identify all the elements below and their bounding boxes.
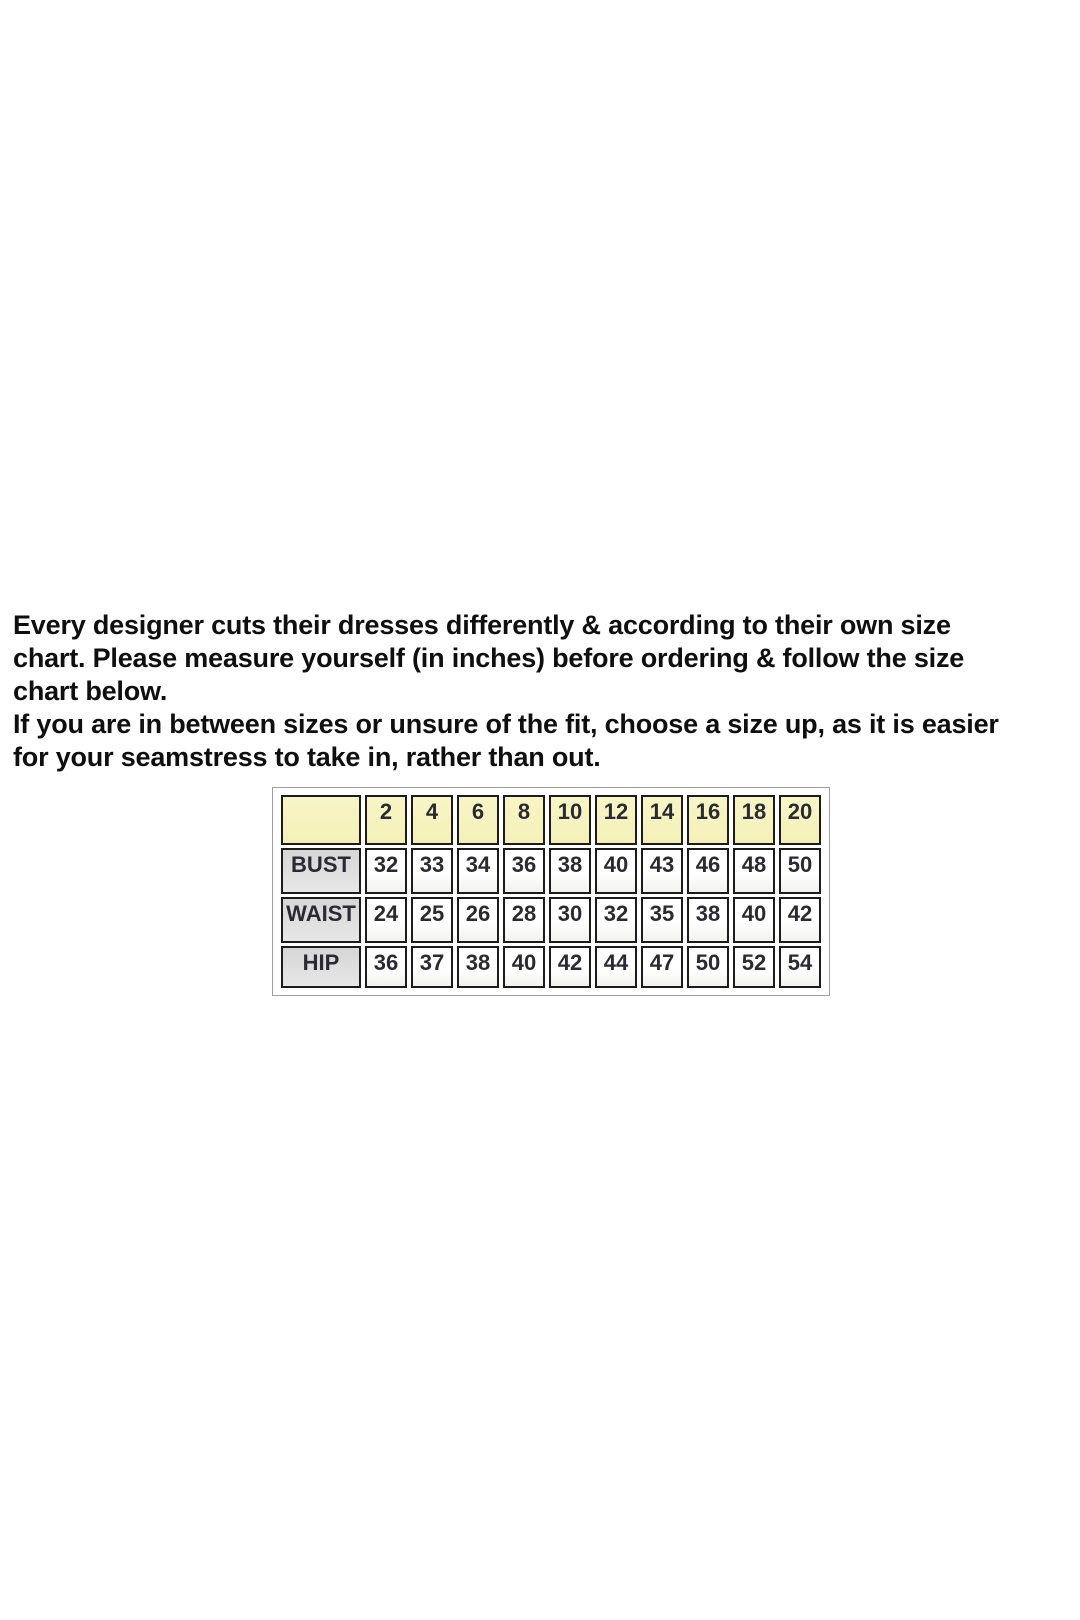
intro-line-3: chart below. [13,676,168,706]
size-col-2: 2 [365,795,407,845]
row-label-hip: HIP [281,946,361,988]
size-header-row [281,795,821,845]
hip-value: 54 [779,946,821,988]
size-col-16: 16 [687,795,729,845]
intro-line-4: If you are in between sizes or unsure of the fit, choose a size up, as it is easier [13,709,999,739]
bust-value: 36 [503,848,545,894]
bust-value: 38 [549,848,591,894]
waist-value: 32 [595,897,637,943]
hip-value: 42 [549,946,591,988]
hip-value: 47 [641,946,683,988]
hip-value: 44 [595,946,637,988]
bust-value: 40 [595,848,637,894]
waist-value: 24 [365,897,407,943]
waist-value: 26 [457,897,499,943]
bust-value: 48 [733,848,775,894]
bust-row [281,848,821,894]
size-col-10: 10 [549,795,591,845]
hip-row [281,946,821,988]
size-guide-intro [13,609,1053,774]
size-col-12: 12 [595,795,637,845]
bust-value: 32 [365,848,407,894]
hip-value: 50 [687,946,729,988]
row-label-bust: BUST [281,848,361,894]
bust-value: 33 [411,848,453,894]
waist-row [281,897,821,943]
size-col-18: 18 [733,795,775,845]
waist-value: 35 [641,897,683,943]
hip-value: 52 [733,946,775,988]
waist-value: 28 [503,897,545,943]
row-label-waist: WAIST [281,897,361,943]
intro-line-5: for your seamstress to take in, rather than out. [13,742,601,772]
size-col-4: 4 [411,795,453,845]
size-chart [272,787,830,996]
size-col-8: 8 [503,795,545,845]
bust-value: 34 [457,848,499,894]
waist-value: 30 [549,897,591,943]
bust-value: 50 [779,848,821,894]
bust-value: 46 [687,848,729,894]
hip-value: 40 [503,946,545,988]
intro-line-1: Every designer cuts their dresses differently & according to their own size [13,610,951,640]
hip-value: 37 [411,946,453,988]
hip-value: 38 [457,946,499,988]
size-chart-table [277,792,825,991]
waist-value: 40 [733,897,775,943]
intro-line-2: chart. Please measure yourself (in inches) before ordering & follow the size [13,643,965,673]
waist-value: 38 [687,897,729,943]
size-col-20: 20 [779,795,821,845]
waist-value: 42 [779,897,821,943]
hip-value: 36 [365,946,407,988]
waist-value: 25 [411,897,453,943]
bust-value: 43 [641,848,683,894]
size-col-6: 6 [457,795,499,845]
size-col-14: 14 [641,795,683,845]
corner-cell [281,795,361,845]
